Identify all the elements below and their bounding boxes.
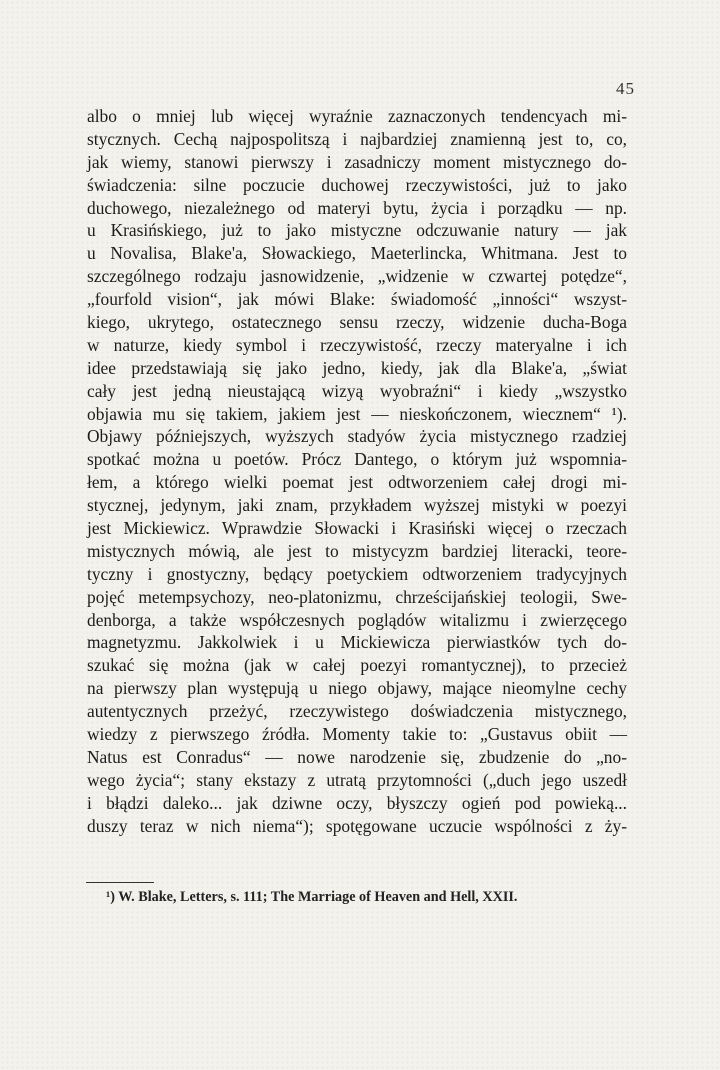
text-line: mistycznych mówią, ale jest to mistycyzm bardziej literacki, teore- xyxy=(87,540,627,561)
text-line: magnetyzmu. Jakkolwiek i u Mickiewicza pierwiastków tych do- xyxy=(87,632,627,653)
text-line: i błądzi daleko... jak dziwne oczy, błyszczy ogień pod powieką... xyxy=(87,792,627,813)
text-line: świadczenia: silne poczucie duchowej rzeczywistości, już to jako xyxy=(87,174,627,195)
text-line: denborga, a także współczesnych poglądów witalizmu i zwierzęcego xyxy=(87,609,627,630)
text-line: jak wiemy, stanowi pierwszy i zasadniczy moment mistycznego do- xyxy=(87,151,627,172)
text-line: albo o mniej lub więcej wyraźnie zaznaczonych tendencyach mi- xyxy=(87,106,627,126)
text-line: u Krasińskiego, już to jako mistyczne odczuwanie natury — jak xyxy=(87,220,627,241)
text-line: w naturze, kiedy symbol i rzeczywistość, rzeczy materyalne i ich xyxy=(87,334,627,355)
text-line: Natus est Conradus“ — nowe narodzenie się, zbudzenie do „no- xyxy=(87,746,627,767)
text-line: Objawy późniejszych, wyższych stadyów życia mistycznego rzadziej xyxy=(87,426,627,447)
page-number: 45 xyxy=(616,79,635,98)
text-line: duchowego, niezależnego od materyi bytu, życia i porządku — np. xyxy=(87,197,627,218)
text-line: tyczny i gnostyczny, będący poetyckiem odtworzeniem tradycyjnych xyxy=(87,563,627,584)
text-line: stycznej, jedynym, jaki znam, przykładem wyższej mistyki w poezyi xyxy=(87,495,627,516)
text-line: objawia mu się takiem, jakiem jest — nieskończonem, wiecznem“ ¹). xyxy=(87,403,627,424)
text-line: szczególnego rodzaju jasnowidzenie, „widzenie w czwartej potędze“, xyxy=(87,266,627,287)
text-line: wego życia“; stany ekstazy z utratą przytomności („duch jego uszedł xyxy=(87,769,627,790)
text-line: jest Mickiewicz. Wprawdzie Słowacki i Krasiński więcej o rzeczach xyxy=(87,518,627,539)
body-text xyxy=(87,105,627,838)
text-line: na pierwszy plan występują u niego objawy, mające nieomylne cechy xyxy=(87,678,627,699)
text-line: łem, a którego wielki poemat jest odtworzeniem całej drogi mi- xyxy=(87,472,627,493)
text-line: spotkać można u poetów. Prócz Dantego, o którym już wspomnia- xyxy=(87,449,627,470)
text-line: idee przedstawiają się jako jedno, kiedy, jak dla Blake'a, „świat xyxy=(87,357,627,378)
text-line: stycznych. Cechą najpospolitszą i najbardziej znamienną jest to, co, xyxy=(87,128,627,149)
text-line: kiego, ukrytego, ostatecznego sensu rzeczy, widzenie ducha-Boga xyxy=(87,312,627,333)
text-line: wiedzy z pierwszego źródła. Momenty takie to: „Gustavus obiit — xyxy=(87,724,627,745)
text-line: duszy teraz w nich niema“); spotęgowane uczucie wspólności z ży- xyxy=(87,815,627,836)
text-line: szukać się można (jak w całej poezyi romantycznej), to przecież xyxy=(87,655,627,676)
text-line: pojęć metempsychozy, neo-platonizmu, chrześcijańskiej teologii, Swe- xyxy=(87,586,627,607)
text-line: cały jest jedną nieustającą wizyą wyobraźni“ i kiedy „wszystko xyxy=(87,380,627,401)
text-line: „fourfold vision“, jak mówi Blake: świadomość „inności“ wszyst- xyxy=(87,289,627,310)
footnote: ¹) W. Blake, Letters, s. 111; The Marriage of Heaven and Hell, XXII. xyxy=(106,889,518,905)
footnote-divider xyxy=(86,882,154,883)
text-line: autentycznych przeżyć, rzeczywistego doświadczenia mistycznego, xyxy=(87,701,627,722)
text-line: u Novalisa, Blake'a, Słowackiego, Maeterlincka, Whitmana. Jest to xyxy=(87,243,627,264)
